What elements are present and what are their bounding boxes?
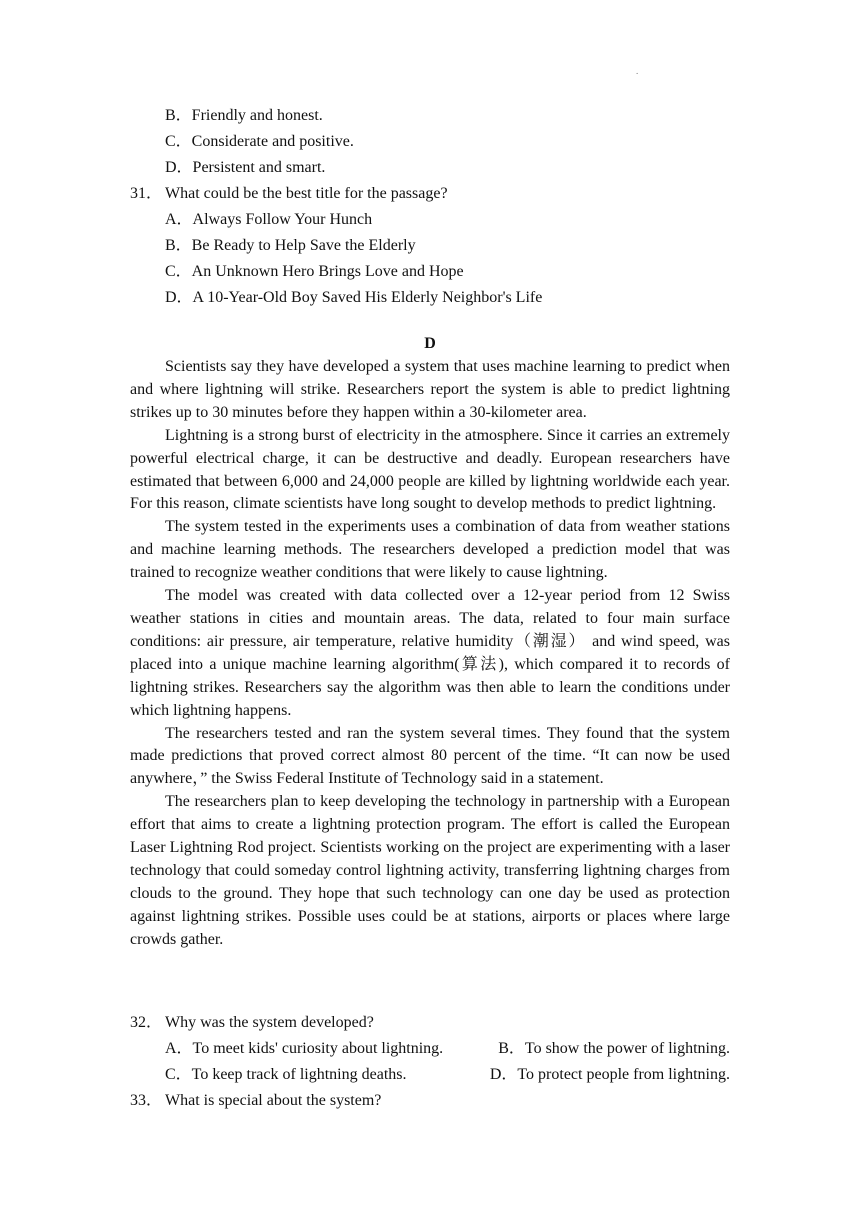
passage-paragraph: Scientists say they have developed a system that uses machine learning to predict when and where lightning will strike. Researchers report the system is able to predict lightning strikes up to 30 minutes before they happen within a 30-kilometer area. — [130, 358, 730, 421]
question-number: 33． — [130, 1092, 163, 1109]
passage-d — [130, 356, 730, 952]
q30-option-b: B．Friendly and honest. — [165, 107, 323, 124]
q32-options-row-1 — [165, 1039, 730, 1059]
q31-option-b: B．Be Ready to Help Save the Elderly — [165, 237, 416, 254]
q31-option-a: A．Always Follow Your Hunch — [165, 211, 373, 228]
passage-paragraph: The researchers plan to keep developing the technology in partnership with a European effort that aims to create a lightning protection program. The effort is called the European Laser Lightning Rod project. Scientists working on the project are experimenting with a laser technology that could someday control lightning activity, transferring lightning charges from clouds to the ground. They hope that such technology can one day be used as protection against lightning strikes. Possible uses could be at stations, airports or places where large crowds gather. — [130, 793, 730, 948]
question-number: 31． — [130, 185, 163, 202]
passage-paragraph: The system tested in the experiments uses a combination of data from weather stations and machine learning methods. The researchers developed a prediction model that was trained to recognize weather conditions that were likely to cause lightning. — [130, 518, 730, 582]
question-31 — [130, 184, 448, 204]
question-stem: What could be the best title for the passage? — [165, 185, 448, 202]
q32-option-d: D．To protect people from lightning. — [489, 1066, 730, 1083]
q32-option-c: C．To keep track of lightning deaths. — [165, 1066, 407, 1083]
q30-option-c: C．Considerate and positive. — [165, 133, 354, 150]
q32-option-b: B．To show the power of lightning. — [498, 1040, 730, 1057]
question-33 — [130, 1091, 381, 1111]
q32-options-row-2 — [165, 1065, 730, 1085]
q31-option-d: D．A 10-Year-Old Boy Saved His Elderly Neighbor's Life — [165, 289, 543, 306]
question-number: 32． — [130, 1014, 163, 1031]
q32-option-a: A．To meet kids' curiosity about lightning. — [165, 1040, 444, 1057]
passage-paragraph: The researchers tested and ran the system several times. They found that the system made predictions that proved correct almost 80 percent of the time. “It can now be used anywhere，” the Swiss Federal Institute of Technology said in a statement. — [130, 724, 730, 788]
q31-option-c: C．An Unknown Hero Brings Love and Hope — [165, 263, 464, 280]
question-stem: Why was the system developed? — [165, 1014, 374, 1031]
section-heading: D — [424, 335, 436, 352]
question-stem: What is special about the system? — [165, 1092, 382, 1109]
passage-paragraph: Lightning is a strong burst of electricity in the atmosphere. Since it carries an extremely powerful electrical charge, it can be destructive and deadly. European researchers have estimated that between 6,000 and 24,000 people are killed by lightning worldwide each year. For this reason, climate scientists have long sought to develop methods to predict lightning. — [130, 426, 730, 513]
question-32 — [130, 1013, 374, 1033]
page-corner-mark: . — [636, 66, 639, 76]
passage-paragraph: The model was created with data collected over a 12-year period from 12 Swiss weather stations in cities and mountain areas. The data, related to four main surface conditions: air pressure, air temperature, relative humidity（潮湿） and wind speed, was placed into a unique machine learning algorithm(算法), which compared it to records of lightning strikes. Researchers say the algorithm was then able to learn the conditions under which lightning happens. — [130, 587, 730, 719]
q30-option-d: D．Persistent and smart. — [165, 159, 326, 176]
